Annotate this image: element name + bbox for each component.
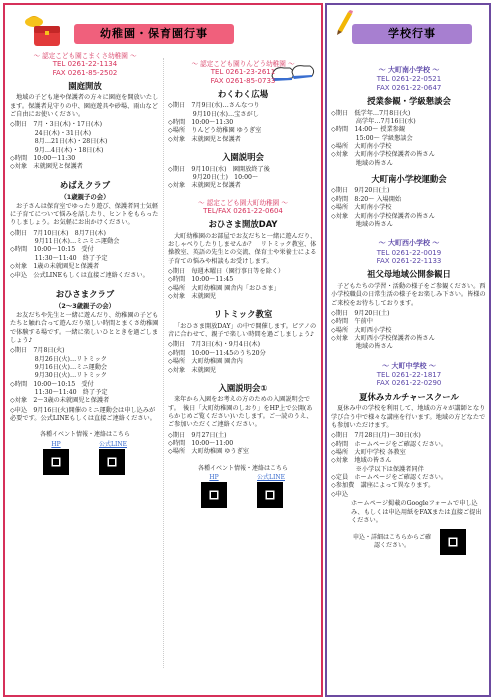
school-events-banner: 学校行事 — [352, 24, 472, 44]
event-detail: 15:00〜 学級懇談会 — [331, 134, 413, 142]
qr-code-icon[interactable] — [257, 482, 283, 508]
event-detail: ◇時間 14:00〜 授業参観 — [331, 126, 406, 134]
komakusa-column — [10, 52, 160, 475]
qr-code-icon[interactable] — [43, 449, 69, 475]
rindou-org: 〜 認定こども園りんどう幼稚園 〜 — [191, 60, 295, 68]
event-detail: ◇対象 2〜3歳の未就園児と保護者 — [10, 397, 110, 405]
event-detail: ◇対象 大町南小学校保護者の皆さん — [331, 212, 435, 220]
nishi-school-tel: TEL 0261-22-0019 — [376, 248, 442, 257]
event-detail: ◇時間 午前中 — [331, 318, 373, 326]
qr-code-icon[interactable] — [201, 482, 227, 508]
event-title: めばえクラブ — [59, 179, 111, 190]
line-link[interactable]: 公式LINE — [99, 440, 127, 448]
contact-note: 各種イベント情報・連絡はこちら — [197, 464, 288, 472]
line-block — [99, 441, 127, 475]
pencil-icon — [334, 10, 354, 36]
event-detail: ◇場所 大町幼稚園 園舎内「おひさま」 — [168, 284, 280, 292]
qr-code-icon[interactable] — [99, 449, 125, 475]
chugaku-fax: FAX 0261-22-0290 — [376, 379, 442, 388]
chugaku-org: 〜 大町中学校 〜 — [382, 361, 436, 370]
event-desc: 夏休み中の学校を利用して、地域の方々が講師となり学び合う中で様々な講座を行います。地域の方どなたでも参加いただけます。 — [331, 405, 486, 429]
event-detail: ◇場所 大町幼稚園 ゆうぎ室 — [168, 448, 249, 456]
contact-note: 各種イベント情報・連絡はこちら — [39, 431, 130, 439]
oomachi-telfax: TEL/FAX 0261-22-0604 — [203, 206, 283, 215]
komakusa-tel: TEL 0261-22-1134 — [52, 60, 118, 69]
oomachi-org: 〜 認定こども園大町幼稚園 〜 — [198, 198, 288, 207]
event-detail: 11:30〜11:40 終了予定 — [10, 389, 108, 397]
event-detail: ◇場所 大町中学校 各教室 — [331, 449, 406, 457]
event-detail: ◇時間 10:00〜11:45 — [168, 276, 234, 284]
event-detail: ◇申込 — [331, 490, 349, 498]
event-detail: ◇時間 10:00〜10:15 受付 — [10, 246, 94, 254]
line-block — [257, 474, 285, 508]
apply-link-note[interactable]: 申込・詳細はこちらからご確認ください。 — [352, 534, 431, 550]
event-detail: 地域の皆さん — [331, 220, 393, 228]
event-detail: ◇期日 毎週木曜日（園行事日等を除く） — [168, 267, 285, 275]
event-detail: ◇時間 10:00〜11:30 — [168, 119, 234, 127]
event-title: わくわく広場 — [217, 89, 269, 100]
event-detail: ◇対象 未就園児と保護者 — [10, 163, 83, 171]
event-title: 園庭開放 — [68, 81, 102, 92]
event-title: リトミック教室 — [213, 309, 273, 320]
event-detail: ◇申込 9月16日(火)開催のミニ運動会は申し込みが必要です。公式LINEもしくは直接ご連絡ください。 — [10, 406, 156, 423]
event-detail: ◇時間 10:00〜10:15 受付 — [10, 380, 94, 388]
event-detail: ◇期日 低学年…7月8日(火) — [331, 109, 411, 117]
event-detail: 8月…21日(木)・28日(木) — [10, 138, 108, 146]
event-detail: ※小学以下は保護者同伴 — [331, 465, 424, 473]
event-detail: ◇場所 大町西小学校 — [331, 326, 392, 334]
event-detail: ◇対象 未就園児 — [168, 366, 217, 374]
qr-code-icon[interactable] — [440, 529, 466, 555]
event-detail: ◇対象 未就園児と保護者 — [168, 135, 241, 143]
event-detail: ◇時間 10:00〜11:45のうち20分 — [168, 349, 266, 357]
event-detail: ◇対象 未就園児と保護者 — [168, 182, 241, 190]
event-subtitle: （2〜3歳親子の会） — [54, 302, 116, 311]
school-column — [331, 66, 487, 555]
event-detail: ◇期日 7月28日(月)〜30日(水) — [331, 432, 421, 440]
event-desc: お子さんは保育室でゆったり遊び、保護者同士気軽に子育てについて悩みを話したり、ヒントをもらったりしましょう。お気軽にお出かけください。 — [10, 202, 159, 227]
rindou-fax: FAX 0261-85-0733 — [210, 76, 276, 85]
nishi-school-fax: FAX 0261-22-1133 — [376, 257, 442, 266]
event-detail: ◇場所 大町南小学校 — [331, 204, 392, 212]
event-detail: ◇対象 大町南小学校保護者の皆さん — [331, 151, 435, 159]
event-detail: ◇申込 公式LINEもしくは直接ご連絡ください。 — [10, 272, 149, 280]
event-detail: ◇期日 9月27日(土) — [168, 431, 227, 439]
event-detail: ◇時間 ホームページをご確認ください。 — [331, 440, 448, 448]
event-desc: 「おひさま開放DAY」の中で開催します。ピアノの音に合わせて、親子で楽しい時間を過ごしましょう♪ — [168, 322, 317, 339]
event-subtitle: （1歳親子の会） — [60, 192, 110, 201]
event-detail: 11:30〜11:40 終了予定 — [10, 254, 108, 262]
school-bag-icon — [22, 14, 64, 48]
event-detail: 高学年…7月16日(水) — [331, 117, 416, 125]
column-divider — [163, 58, 164, 668]
preschool-events-banner: 幼稚園・保育園行事 — [74, 24, 234, 44]
event-title: 祖父母地域公開参観日 — [367, 269, 451, 280]
event-detail: ◇期日 9月20日(土) — [331, 309, 390, 317]
hp-block — [43, 441, 69, 475]
event-detail: ◇場所 大町幼稚園 園舎内 — [168, 358, 243, 366]
rindou-oomachi-column — [168, 60, 318, 508]
event-desc: 来年から入園をお考えの方のための入園説明会です。 後日「大町幼稚園のしおり」をHP上で公開(あらかじめご覧ください)いたします。ご一読のうえ、ご参加いただくご連絡ください。 — [168, 396, 313, 429]
event-title: 夏休みカルチャースクール — [359, 391, 459, 402]
komakusa-fax: FAX 0261-85-2502 — [52, 68, 118, 77]
event-desc: 大町幼稚園のお部屋でお友だちと一緒に遊んだり、おしゃべりしたりしませんか？ リトミック教室、体操教室、英語の先生との交流、保育士や栄養士による子育ての悩みや相談もお受けします。 — [168, 232, 317, 265]
event-detail: 9月30日(火)…リトミック — [10, 372, 107, 380]
event-detail: ◇期日 7月10日(木) 8月7日(木) — [10, 229, 106, 237]
event-detail: 9月10日(水)…宝さがし — [168, 110, 259, 118]
event-detail: ◇場所 りんどう幼稚園 ゆうぎ室 — [168, 127, 262, 135]
event-detail: ◇時間 8:20〜 入場開始 — [331, 195, 402, 203]
event-title: おひさま開放DAY — [208, 219, 278, 230]
event-detail: 地域の皆さん — [331, 159, 393, 167]
event-apply: ホームページ掲載のGoogleフォームで申し込み、もしくは申込用紙をFAXまたは直接ご提出ください。 — [351, 500, 482, 524]
event-detail: 24日(木)・31日(木) — [10, 129, 92, 137]
event-title: 授業参観・学級懇談会 — [367, 96, 451, 107]
event-title: 入園説明会 — [222, 152, 264, 163]
minami-school-tel: TEL 0261-22-0521 — [376, 75, 442, 84]
hp-link[interactable]: HP — [51, 440, 61, 448]
event-title: 入園説明会① — [218, 382, 268, 393]
event-detail: 9月11日(木)…ミニミニ運動会 — [10, 238, 120, 246]
event-detail: ◇対象 未就園児 — [168, 293, 217, 301]
line-link[interactable]: 公式LINE — [257, 473, 285, 481]
event-detail: ◇期日 9月20日(土) — [331, 187, 390, 195]
event-detail: ◇対象 地域の皆さん — [331, 457, 392, 465]
event-detail: ◇期日 7月9日(水)…さんなつり — [168, 102, 260, 110]
event-detail: ◇期日 9月10日(水) 園開放終了後 — [168, 165, 270, 173]
event-desc: お友だちや先生と一緒に遊んだり、幼稚園の子どもたちと触れ合って遊んだり楽しい時間とまくさ幼稚園で体験する場です。一緒に楽しいひとときを過ごしましょう♪ — [10, 311, 159, 344]
event-detail: ◇対象 大町西小学校保護者の皆さん — [331, 334, 435, 342]
minami-school-fax: FAX 0261-22-0647 — [376, 83, 442, 92]
event-title: 大町南小学校運動会 — [371, 174, 447, 185]
event-desc: 子どもたちの学習・活動の様子をご参観ください。西小学校職員の日常生活の様子をお楽しみ下さい。皆様のご来校をお待ちしております。 — [331, 282, 486, 307]
event-detail: 地域の皆さん — [331, 343, 393, 351]
hp-link[interactable]: HP — [209, 473, 219, 481]
event-detail: ◇定員 ホームページをご確認ください。 — [331, 474, 448, 482]
event-title: おひさまクラブ — [55, 288, 115, 299]
event-detail: 9月16日(火)…ミニ運動会 — [10, 363, 108, 371]
minami-school-org: 〜 大町南小学校 〜 — [378, 66, 440, 74]
nishi-school-org: 〜 大町西小学校 〜 — [378, 239, 440, 248]
event-detail: ◇期日 7月8日(火) — [10, 347, 65, 355]
rindou-tel: TEL 0261-23-2611 — [210, 68, 276, 77]
chugaku-tel: TEL 0261-22-1817 — [376, 371, 442, 380]
event-detail: 9月…4日(木)・18日(木) — [10, 146, 104, 154]
event-detail: ◇期日 7月3日(木)・9月4日(木) — [168, 341, 261, 349]
event-detail: 9月20日(土) 10:00〜 — [168, 173, 259, 181]
event-detail: ◇場所 大町南小学校 — [331, 143, 392, 150]
event-detail: 8月26日(火)…リトミック — [10, 355, 107, 363]
event-detail: ◇時間 10:00〜11:00 — [168, 440, 234, 448]
komakusa-org: 〜 認定こども園こまくさ幼稚園 〜 — [33, 52, 137, 60]
event-detail: ◇参加費 講座によって異なります。 — [331, 482, 435, 490]
event-detail: ◇対象 1歳の未就園児と保護者 — [10, 263, 100, 271]
event-desc: 地域の子ども達や保護者の方々に園庭を開放いたします。保護者見守りの中、園庭遊具や砂場、雨山などご自由にお使いください。 — [10, 94, 159, 119]
event-detail: ◇時間 10:00〜11:30 — [10, 154, 76, 162]
event-detail: ◇期日 7月・3日(木)・17日(木) — [10, 121, 103, 129]
hp-block — [201, 474, 227, 508]
